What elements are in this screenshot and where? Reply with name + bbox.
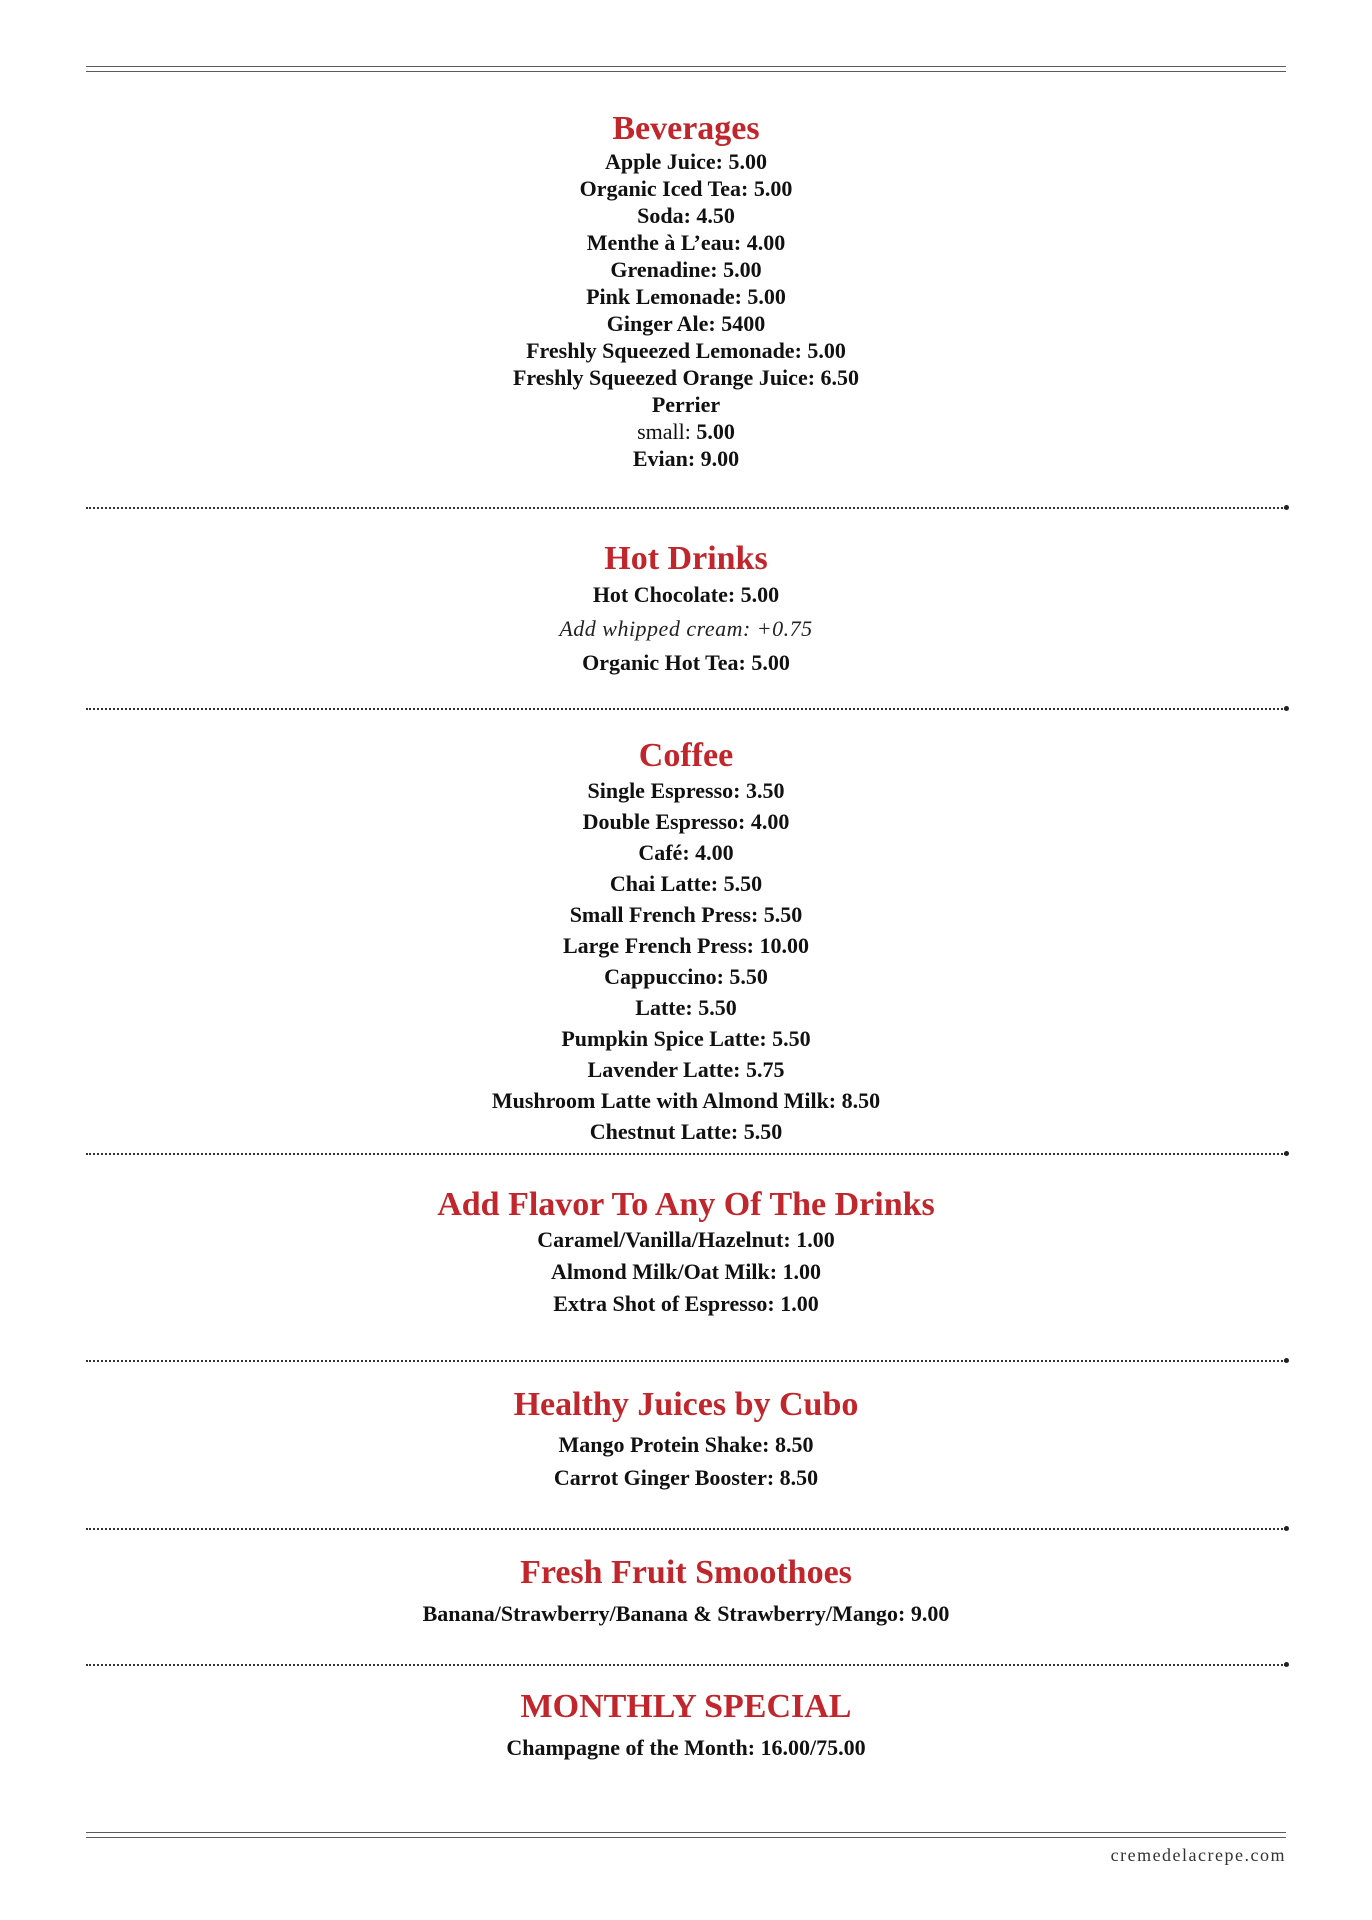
menu-item: Ginger Ale: 5400: [606, 311, 766, 336]
menu-item: Café: 4.00: [638, 840, 734, 865]
monthly-special-heading: MONTHLY SPECIAL: [520, 1688, 852, 1725]
hot-drinks-section: [86, 540, 1286, 680]
menu-item: Mushroom Latte with Almond Milk: 8.50: [491, 1088, 881, 1113]
section-divider: [86, 1360, 1286, 1362]
healthy-juices-heading: Healthy Juices by Cubo: [513, 1386, 859, 1423]
menu-item: Latte: 5.50: [635, 995, 737, 1020]
section-divider: [86, 507, 1286, 509]
add-flavor-heading: Add Flavor To Any Of The Drinks: [437, 1186, 935, 1223]
section-divider: [86, 1153, 1286, 1155]
menu-item: Soda: 4.50: [637, 203, 735, 228]
menu-item: Freshly Squeezed Lemonade: 5.00: [526, 338, 846, 363]
beverages-section: [86, 110, 1286, 472]
menu-item: Banana/Strawberry/Banana & Strawberry/Mango: 9.00: [422, 1601, 950, 1626]
smoothies-heading: Fresh Fruit Smoothoes: [520, 1554, 852, 1591]
menu-item: Large French Press: 10.00: [562, 933, 810, 958]
menu-item: Caramel/Vanilla/Hazelnut: 1.00: [537, 1227, 835, 1252]
menu-item: Single Espresso: 3.50: [587, 778, 785, 803]
menu-item: Pink Lemonade: 5.00: [586, 284, 786, 309]
section-divider: [86, 1528, 1286, 1530]
footer-website: cremedelacrepe.com: [1110, 1845, 1286, 1865]
menu-item: Chai Latte: 5.50: [609, 871, 763, 896]
menu-item: Almond Milk/Oat Milk: 1.00: [550, 1259, 822, 1284]
coffee-section: [86, 737, 1286, 1147]
section-divider: [86, 1664, 1286, 1666]
top-double-rule: [86, 66, 1286, 72]
hot-drinks-heading: Hot Drinks: [604, 540, 768, 577]
perrier-size-label: small:: [637, 419, 691, 444]
perrier-size-price: 5.00: [696, 419, 735, 444]
menu-item: Extra Shot of Espresso: 1.00: [553, 1291, 819, 1316]
menu-item: Lavender Latte: 5.75: [587, 1057, 785, 1082]
menu-item: Small French Press: 5.50: [569, 902, 803, 927]
menu-item: Pumpkin Spice Latte: 5.50: [561, 1026, 811, 1051]
menu-item: Apple Juice: 5.00: [605, 149, 767, 174]
smoothies-section: [86, 1554, 1286, 1630]
bottom-double-rule: [86, 1832, 1286, 1838]
add-flavor-section: [86, 1186, 1286, 1320]
menu-item: Organic Iced Tea: 5.00: [579, 176, 793, 201]
menu-item: Mango Protein Shake: 8.50: [558, 1432, 814, 1457]
section-divider: [86, 708, 1286, 710]
menu-item: Perrier: [651, 392, 721, 417]
menu-item: Organic Hot Tea: 5.00: [582, 650, 790, 675]
menu-item: Carrot Ginger Booster: 8.50: [553, 1465, 819, 1490]
menu-item: Double Espresso: 4.00: [582, 809, 790, 834]
menu-item: Freshly Squeezed Orange Juice: 6.50: [512, 365, 860, 390]
healthy-juices-section: [86, 1386, 1286, 1494]
menu-item: Champagne of the Month: 16.00/75.00: [506, 1735, 866, 1760]
coffee-heading: Coffee: [638, 737, 734, 774]
beverages-heading: Beverages: [612, 110, 760, 147]
perrier-size-row: [86, 418, 1286, 445]
menu-item: Chestnut Latte: 5.50: [589, 1119, 783, 1144]
menu-item: Hot Chocolate: 5.00: [592, 582, 780, 607]
menu-item: Evian: 9.00: [632, 446, 740, 471]
menu-item: Grenadine: 5.00: [610, 257, 762, 282]
menu-item: Cappuccino: 5.50: [604, 964, 768, 989]
menu-item: Menthe à L’eau: 4.00: [586, 230, 786, 255]
monthly-special-section: [86, 1688, 1286, 1764]
menu-note: Add whipped cream: +0.75: [559, 616, 813, 641]
